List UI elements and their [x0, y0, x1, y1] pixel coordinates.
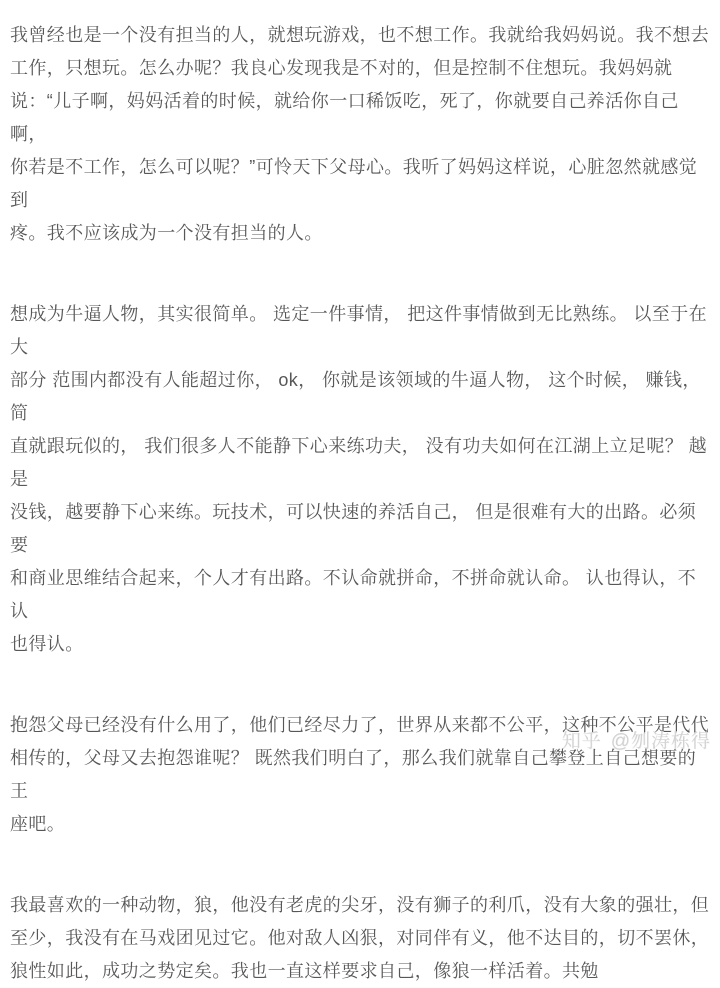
text-line: 我曾经也是一个没有担当的人，就想玩游戏，也不想工作。我就给我妈妈说。我不想去: [10, 25, 710, 45]
zhihu-watermark: [562, 729, 711, 755]
text-line: 至少，我没有在马戏团见过它。他对敌人凶狠，对同伴有义，他不达目的，切不罢休，: [10, 928, 710, 948]
text-line: 你若是不工作，怎么可以呢？”可怜天下父母心。我听了妈妈这样说，心脏忽然就感觉到: [10, 157, 698, 210]
text-line: 相传的，父母又去抱怨谁呢？ 既然我们明白了，那么我们就靠自己攀登上自己想要的王: [10, 748, 697, 801]
text-line: 和商业思维结合起来，个人才有出路。不认命就拼命，不拼命就认命。 认也得认，不认: [10, 568, 697, 621]
paragraph: [10, 298, 712, 661]
zhihu-logo-text: 知乎: [561, 731, 602, 752]
paragraph: [10, 19, 712, 250]
text-line: 我最喜欢的一种动物，狼，他没有老虎的尖牙，没有狮子的利爪，没有大象的强壮，但: [10, 895, 710, 915]
text-line: 疼。我不应该成为一个没有担当的人。: [10, 223, 323, 243]
text-line: 直就跟玩似的， 我们很多人不能静下心来练功夫， 没有功夫如何在江湖上立足呢？ 越是: [10, 436, 707, 489]
text-line: 也得认。: [10, 634, 84, 654]
text-line: 部分 范围内都没有人能超过你， ok， 你就是该领域的牛逼人物， 这个时候， 赚钱， 简: [10, 370, 707, 423]
text-line: 抱怨父母已经没有什么用了，他们已经尽力了，世界从来都不公平，这种不公平是代代: [10, 715, 710, 735]
paragraph: [10, 889, 712, 988]
text-line: 想成为牛逼人物，其实很简单。 选定一件事情， 把这件事情做到无比熟练。 以至于在大: [10, 304, 707, 357]
text-line: 没钱，越要静下心来练。玩技术，可以快速的养活自己， 但是很难有大的出路。必须要: [10, 502, 697, 555]
text-line: 说：“儿子啊，妈妈活着的时候，就给你一口稀饭吃，死了，你就要自己养活你自己啊，: [10, 91, 679, 144]
watermark-author-handle: @刎涛栋得: [610, 731, 711, 752]
text-line: 狼性如此，成功之势定矣。我也一直这样要求自己，像狼一样活着。共勉: [10, 961, 599, 981]
text-line: 座吧。: [10, 814, 66, 834]
text-line: 工作，只想玩。怎么办呢？我良心发现我是不对的，但是控制不住想玩。我妈妈就: [10, 58, 673, 78]
